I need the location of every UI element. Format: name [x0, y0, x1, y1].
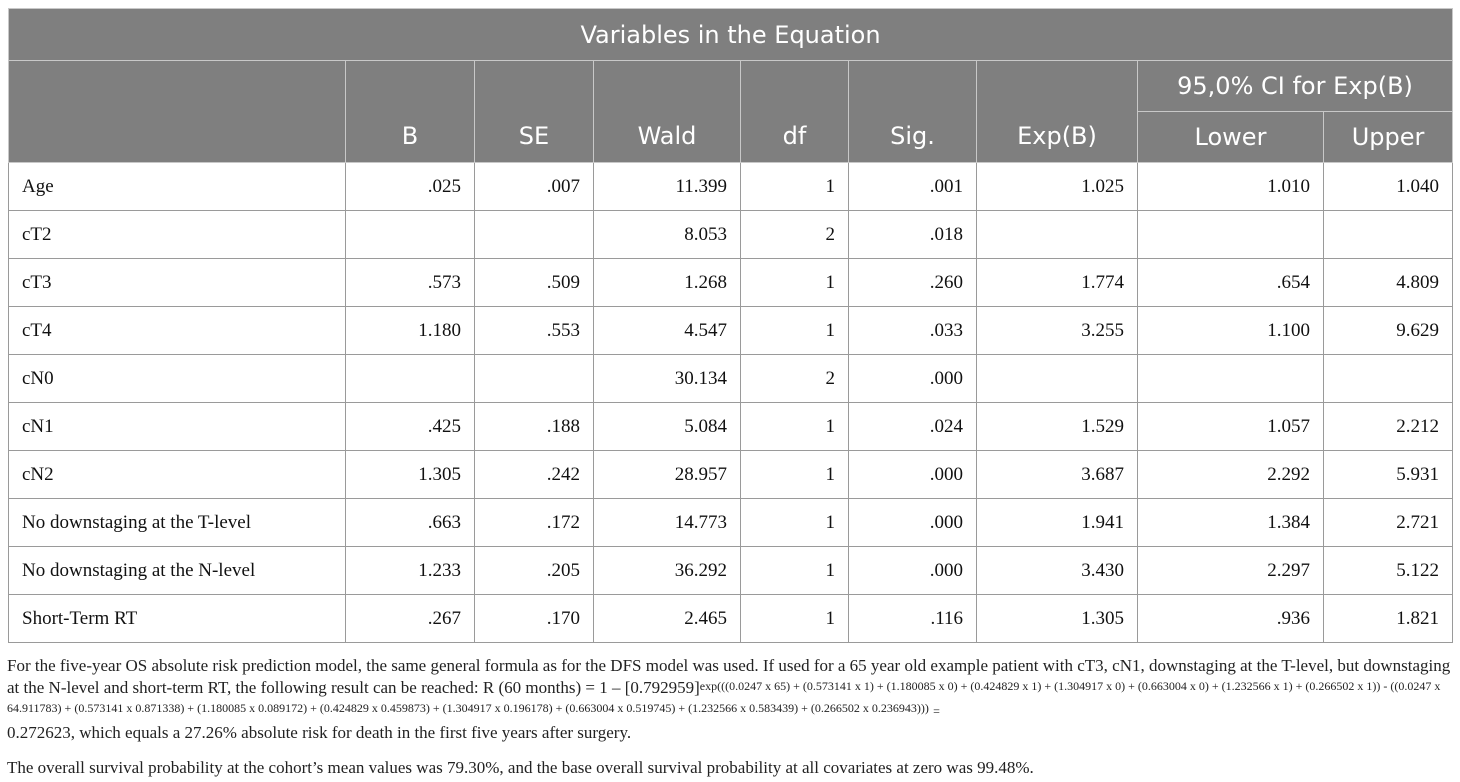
variables-table [8, 8, 1453, 643]
header-variable [9, 61, 346, 163]
table-row [9, 259, 1453, 307]
table-cell: 1 [741, 451, 849, 499]
table-cell: .425 [346, 403, 475, 451]
table-cell: 1.010 [1138, 163, 1324, 211]
table-cell: 2.721 [1324, 499, 1453, 547]
table-cell: .573 [346, 259, 475, 307]
table-cell: 1 [741, 595, 849, 643]
table-row [9, 403, 1453, 451]
table-cell: 1 [741, 403, 849, 451]
table-cell [1138, 211, 1324, 259]
table-row [9, 163, 1453, 211]
table-cell: .007 [475, 163, 594, 211]
table-cell: 1.384 [1138, 499, 1324, 547]
table-cell: 1.941 [977, 499, 1138, 547]
header-lower: Lower [1138, 112, 1324, 163]
table-cell: 5.122 [1324, 547, 1453, 595]
table-cell: .260 [849, 259, 977, 307]
table-cell: 36.292 [594, 547, 741, 595]
table-cell: 2.292 [1138, 451, 1324, 499]
table-cell: 2.465 [594, 595, 741, 643]
formula-equals: = [933, 704, 940, 718]
table-row [9, 499, 1453, 547]
table-cell [475, 355, 594, 403]
table-row [9, 307, 1453, 355]
table-cell: 8.053 [594, 211, 741, 259]
table-cell: .001 [849, 163, 977, 211]
table-cell: .205 [475, 547, 594, 595]
table-cell: .654 [1138, 259, 1324, 307]
table-cell: 1.305 [346, 451, 475, 499]
table-cell: 28.957 [594, 451, 741, 499]
table-cell: 1.529 [977, 403, 1138, 451]
row-label: No downstaging at the T-level [9, 499, 346, 547]
table-cell: .018 [849, 211, 977, 259]
table-row [9, 595, 1453, 643]
table-cell [1138, 355, 1324, 403]
table-cell: 1 [741, 547, 849, 595]
header-b: B [346, 61, 475, 163]
table-cell: 2 [741, 211, 849, 259]
table-row [9, 451, 1453, 499]
row-label: Short-Term RT [9, 595, 346, 643]
table-cell: 4.809 [1324, 259, 1453, 307]
table-cell: .116 [849, 595, 977, 643]
table-cell: 1 [741, 499, 849, 547]
formula-exponent: exp(((0.0247 x 65) + (0.573141 x 1) + (1.180085 x 0) + (0.424829 x 1) + (1.304917 x 0) + (0.663004 x 0) + (1.232566 x 1) + (0.266502 x 1)) - ((0.0247 x 64.911783) + (0.573141 x 0.871338) + (1.180085 x 0.089172) + (0.424829 x 0.459873) + (1.304917 x 0.196178) + (0.663004 x 0.519745) + (1.232566 x 0.583439) + (0.266502 x 0.236943))) [7, 679, 1441, 715]
table-row [9, 211, 1453, 259]
table-cell: .509 [475, 259, 594, 307]
header-wald: Wald [594, 61, 741, 163]
table-cell: 1 [741, 163, 849, 211]
row-label: cT4 [9, 307, 346, 355]
row-label: cT2 [9, 211, 346, 259]
table-cell: 1.180 [346, 307, 475, 355]
table-cell: .000 [849, 355, 977, 403]
table-cell: 3.430 [977, 547, 1138, 595]
table-cell: 5.084 [594, 403, 741, 451]
table-cell: 1 [741, 307, 849, 355]
table-cell: 1 [741, 259, 849, 307]
table-cell: 1.100 [1138, 307, 1324, 355]
table-cell: 1.821 [1324, 595, 1453, 643]
header-ci-group: 95,0% CI for Exp(B) [1138, 61, 1453, 112]
table-cell: 1.233 [346, 547, 475, 595]
table-cell: .025 [346, 163, 475, 211]
table-cell: 9.629 [1324, 307, 1453, 355]
row-label: cN0 [9, 355, 346, 403]
footnote-formula [7, 655, 1453, 744]
footnote-text: For the five-year OS absolute risk prediction model, the same general formula as for the DFS model was used. If used for a 65 year old example patient with cT3, cN1, downstaging at the T-level, but downstaging at the N-level and short-term RT, the following result can be reached: R (60 months) = 1 – [0.792959] [7, 656, 1451, 697]
header-se: SE [475, 61, 594, 163]
table-cell: 30.134 [594, 355, 741, 403]
table-cell: 11.399 [594, 163, 741, 211]
table-body [9, 163, 1453, 643]
table-cell [475, 211, 594, 259]
table-cell: 1.305 [977, 595, 1138, 643]
results-table-container [8, 8, 1452, 643]
table-cell [1324, 355, 1453, 403]
table-cell: 3.255 [977, 307, 1138, 355]
table-row [9, 355, 1453, 403]
table-cell: .267 [346, 595, 475, 643]
table-cell: 5.931 [1324, 451, 1453, 499]
footnote-survival: The overall survival probability at the cohort’s mean values was 79.30%, and the base overall survival probability at all covariates at zero was 99.48%. [7, 758, 1034, 777]
table-cell: .000 [849, 451, 977, 499]
table-cell: 1.057 [1138, 403, 1324, 451]
table-cell: 4.547 [594, 307, 741, 355]
header-df: df [741, 61, 849, 163]
table-cell: 1.040 [1324, 163, 1453, 211]
table-cell: .188 [475, 403, 594, 451]
table-cell: .170 [475, 595, 594, 643]
table-cell: 3.687 [977, 451, 1138, 499]
table-cell: .936 [1138, 595, 1324, 643]
table-cell: 2.297 [1138, 547, 1324, 595]
table-cell: 1.774 [977, 259, 1138, 307]
header-expb: Exp(B) [977, 61, 1138, 163]
row-label: cN1 [9, 403, 346, 451]
table-cell [346, 355, 475, 403]
footnote-result: 0.272623, which equals a 27.26% absolute risk for death in the first five years after surgery. [7, 723, 632, 742]
table-cell: .024 [849, 403, 977, 451]
row-label: Age [9, 163, 346, 211]
row-label: No downstaging at the N-level [9, 547, 346, 595]
table-cell: .000 [849, 499, 977, 547]
table-cell: .000 [849, 547, 977, 595]
header-sig: Sig. [849, 61, 977, 163]
header-upper: Upper [1324, 112, 1453, 163]
row-label: cT3 [9, 259, 346, 307]
table-cell: 2.212 [1324, 403, 1453, 451]
row-label: cN2 [9, 451, 346, 499]
table-cell: 2 [741, 355, 849, 403]
table-cell [977, 211, 1138, 259]
table-cell: .172 [475, 499, 594, 547]
table-cell: 1.025 [977, 163, 1138, 211]
table-cell [346, 211, 475, 259]
table-cell: 14.773 [594, 499, 741, 547]
table-cell: .553 [475, 307, 594, 355]
table-cell: .242 [475, 451, 594, 499]
table-cell [1324, 211, 1453, 259]
table-cell: .663 [346, 499, 475, 547]
table-title: Variables in the Equation [9, 9, 1453, 61]
table-cell [977, 355, 1138, 403]
table-cell: .033 [849, 307, 977, 355]
table-row [9, 547, 1453, 595]
table-cell: 1.268 [594, 259, 741, 307]
